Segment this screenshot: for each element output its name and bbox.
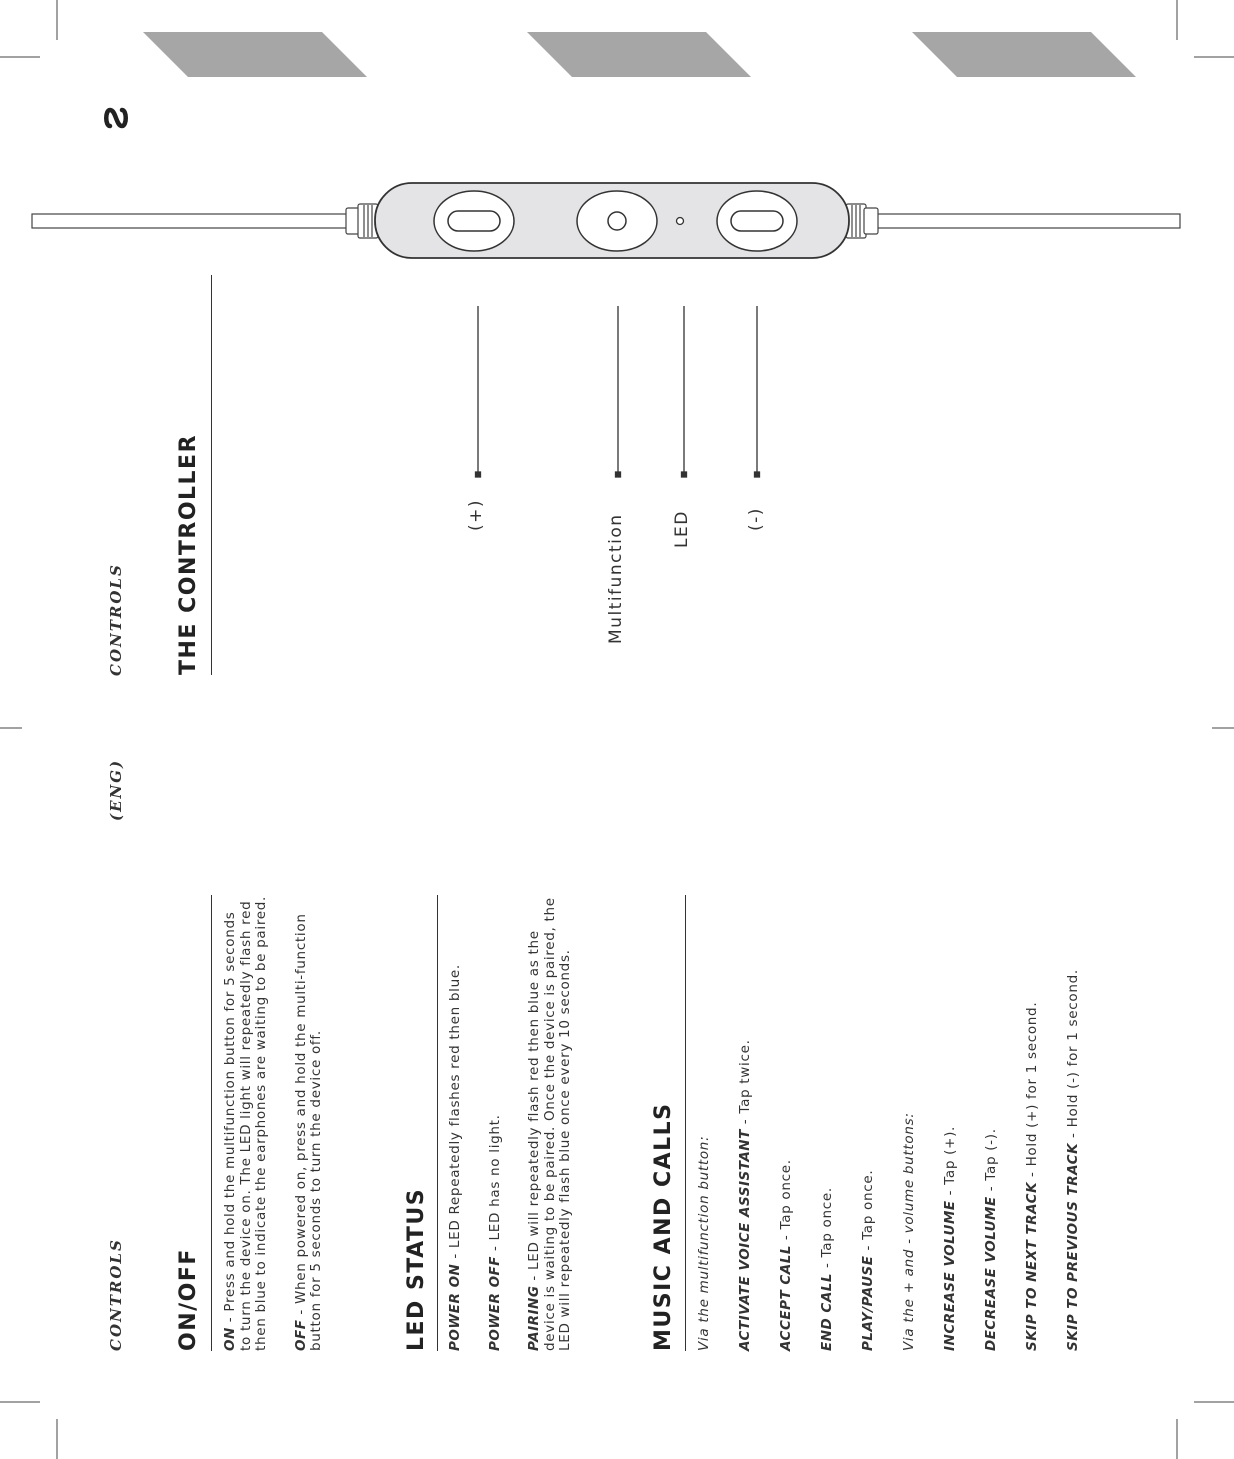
prev-track-paragraph — [1066, 895, 1081, 1351]
pairing-paragraph — [527, 895, 574, 1351]
power-off-keyword: POWER OFF — [486, 1256, 503, 1351]
end-paragraph — [820, 895, 835, 1351]
off-keyword: OFF — [292, 1319, 309, 1351]
accept-paragraph — [779, 895, 794, 1351]
led-status-rule — [437, 895, 438, 1351]
voice-paragraph — [738, 895, 753, 1351]
multifunction-intro: Via the multifunction button: — [696, 1135, 712, 1351]
controller-rule — [211, 275, 212, 675]
end-text: - Tap once. — [819, 1187, 835, 1273]
next-track-paragraph — [1025, 895, 1040, 1351]
play-paragraph — [861, 895, 876, 1351]
power-on-paragraph — [448, 895, 464, 1351]
led-status-body — [448, 895, 598, 1351]
decrease-text: - Tap (-). — [983, 1128, 999, 1197]
music-calls-body — [697, 895, 1081, 1351]
on-paragraph — [223, 895, 270, 1351]
music-calls-heading: MUSIC AND CALLS — [651, 1102, 676, 1351]
minus-callout-label: (-) — [746, 507, 766, 531]
power-on-keyword: POWER ON — [447, 1263, 463, 1351]
power-off-text: - LED has no light. — [486, 1114, 503, 1256]
header-left-label: CONTROLS — [107, 1238, 125, 1351]
on-off-body — [223, 895, 349, 1351]
play-text: - Tap once. — [860, 1169, 876, 1256]
increase-keyword: INCREASE VOLUME — [942, 1200, 958, 1351]
volume-intro: Via the + and - volume buttons: — [901, 1112, 917, 1351]
on-keyword: ON — [222, 1327, 238, 1351]
next-track-text: - Hold (+) for 1 second. — [1024, 1001, 1040, 1182]
on-off-heading: ON/OFF — [176, 1248, 201, 1351]
power-on-text: - LED Repeatedly flashes red then blue. — [447, 964, 463, 1264]
decrease-paragraph — [984, 895, 999, 1351]
accept-keyword: ACCEPT CALL — [778, 1245, 794, 1351]
next-track-keyword: SKIP TO NEXT TRACK — [1024, 1181, 1040, 1351]
header-center-label: (ENG) — [107, 758, 125, 821]
voice-text: - Tap twice. — [737, 1039, 753, 1130]
prev-track-keyword: SKIP TO PREVIOUS TRACK — [1065, 1142, 1081, 1351]
controller-heading: THE CONTROLLER — [176, 433, 201, 675]
music-calls-rule — [685, 895, 686, 1351]
multifunction-callout-label: Multifunction — [606, 513, 626, 644]
accept-text: - Tap once. — [778, 1159, 794, 1246]
voice-keyword: ACTIVATE VOICE ASSISTANT — [737, 1129, 753, 1351]
on-text: - Press and hold the multifunction button for 5 seconds to turn the device on. The LED light will repeatedly flash red then blue to indicate the earphones are waiting to be paired. — [222, 895, 269, 1351]
led-callout-label: LED — [672, 510, 692, 548]
increase-text: - Tap (+). — [942, 1125, 958, 1201]
header-right-label: CONTROLS — [107, 563, 125, 676]
play-keyword: PLAY/PAUSE — [860, 1255, 876, 1351]
pairing-keyword: PAIRING — [526, 1285, 542, 1351]
led-status-heading: LED STATUS — [404, 1187, 429, 1351]
off-text: - When powered on, press and hold the multi-function button for 5 seconds to turn the device off. — [292, 913, 324, 1351]
on-off-rule — [211, 895, 212, 1351]
prev-track-text: - Hold (-) for 1 second. — [1065, 969, 1081, 1143]
plus-callout-label: (+) — [466, 498, 486, 531]
off-paragraph — [294, 895, 325, 1351]
end-keyword: END CALL — [819, 1273, 835, 1351]
increase-paragraph — [943, 895, 958, 1351]
power-off-paragraph — [488, 895, 504, 1351]
decrease-keyword: DECREASE VOLUME — [983, 1196, 999, 1351]
pairing-text: - LED will repeatedly flash red then blue as the device is waiting to be paired. Once the device is paired, the LED will repeatedly flash blue once every 10 seconds. — [526, 897, 573, 1351]
